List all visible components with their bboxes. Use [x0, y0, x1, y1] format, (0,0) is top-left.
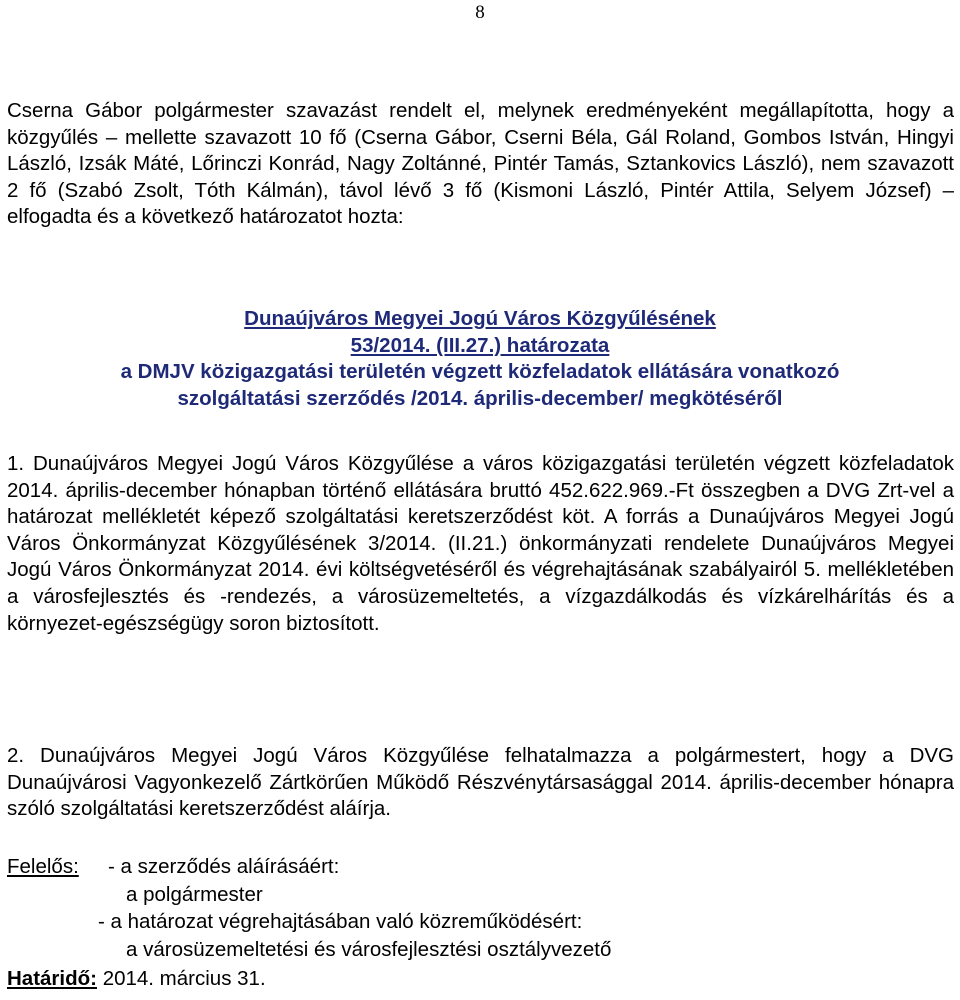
responsible-item: - a határozat végrehajtásában való közreműködésért: [98, 910, 583, 933]
responsible-row [7, 882, 954, 910]
responsible-person: a polgármester [126, 882, 263, 906]
responsible-person: a városüzemeltetési és városfejlesztési osztályvezető [126, 937, 612, 961]
responsible-row [7, 854, 954, 882]
resolution-heading [0, 306, 960, 412]
resolution-subject-line: szolgáltatási szerződés /2014. április-december/ megkötéséről [177, 386, 783, 410]
intro-paragraph: Cserna Gábor polgármester szavazást rendelt el, melynek eredményeként megállapította, hogy a közgyűlés – mellette szavazott 10 fő (Cserna Gábor, Cserni Béla, Gál Roland, Gombos István, Hingyi László, Izsák Máté, Lőrinczi Konrád, Nagy Zoltánné, Pintér Tamás, Sztankovics László), nem szavazott 2 fő (Szabó Zsolt, Tóth Kálmán), távol lévő 3 fő (Kismoni László, Pintér Attila, Selyem József) – elfogadta és a következő határozatot hozta: [7, 99, 954, 229]
responsible-label: Felelős: [7, 855, 79, 878]
responsible-row [7, 937, 954, 965]
responsible-row [7, 909, 954, 937]
resolution-title: Dunaújváros Megyei Jogú Város Közgyűlésének [244, 307, 716, 330]
resolution-point-1: 1. Dunaújváros Megyei Jogú Város Közgyűlése a város közigazgatási területén végzett közfeladatok 2014. április-december hónapban történő ellátására bruttó 452.622.969.-Ft összegben a DVG Zrt-vel a határozat mellékletét képező szolgáltatási keretszerződést köt. A forrás a Dunaújváros Megyei Jogú Város Önkormányzat Közgyűlésének 3/2014. (II.21.) önkormányzati rendelete Dunaújváros Megyei Jogú Város Önkormányzat 2014. évi költségvetéséről és végrehajtásának szabályairól 5. mellékletében a városfejlesztés és -rendezés, a városüzemeltetés, a vízgazdálkodás és vízkárelhárítás és a környezet-egészségügy soron biztosított. [7, 452, 954, 635]
deadline-label: Határidő: [7, 967, 97, 990]
deadline-value: 2014. március 31. [102, 967, 266, 990]
page-number: 8 [475, 2, 485, 23]
deadline-line [7, 966, 266, 992]
responsible-section [7, 854, 954, 964]
responsible-item: - a szerződés aláírásáért: [108, 855, 340, 878]
resolution-point-2: 2. Dunaújváros Megyei Jogú Város Közgyűlése felhatalmazza a polgármestert, hogy a DVG Dunaújvárosi Vagyonkezelő Zártkörűen Működő Részvénytársasággal 2014. április-december hónapra szóló szolgáltatási keretszerződést aláírja. [7, 744, 954, 821]
resolution-subject [0, 359, 960, 412]
resolution-subject-line: a DMJV közigazgatási területén végzett közfeladatok ellátására vonatkozó [120, 360, 840, 384]
resolution-number: 53/2014. (III.27.) határozata [350, 333, 610, 357]
